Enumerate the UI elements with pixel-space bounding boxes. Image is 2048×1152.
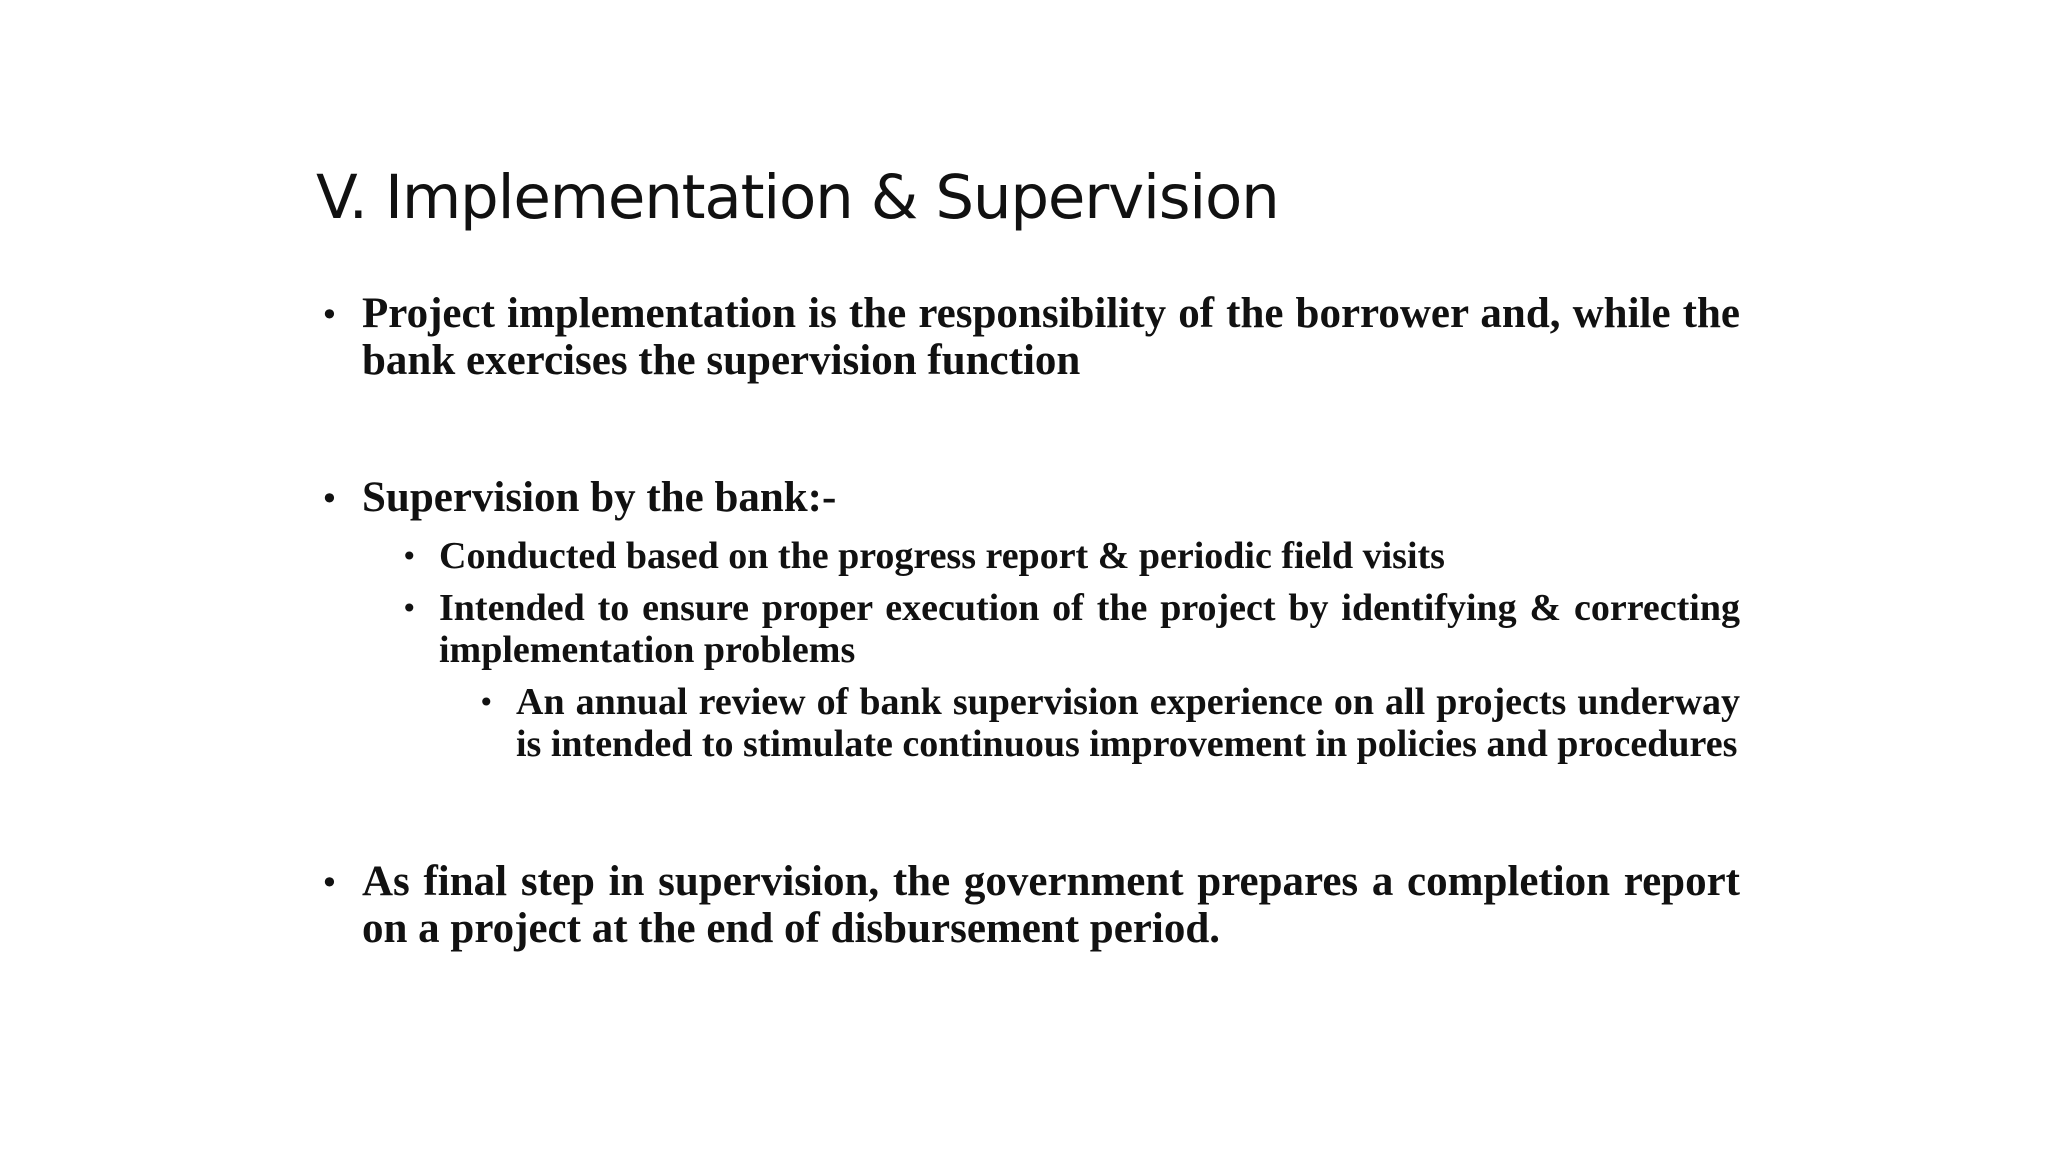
bullet-text: As final step in supervision, the government prepares a completion report on a project at the end of disbursement period. (362, 858, 1740, 952)
bullet-dot-icon: • (320, 480, 339, 518)
sub-bullet-item (401, 535, 1740, 577)
bullet-dot-icon: • (320, 296, 339, 334)
bullet-dot-icon: • (320, 864, 339, 902)
bullet-text: Project implementation is the responsibility of the borrower and, while the bank exercises the supervision function (362, 290, 1740, 384)
bullet-item (320, 858, 1740, 952)
bullet-dot-icon: • (401, 540, 418, 573)
sub-bullet-text: Intended to ensure proper execution of the project by identifying & correcting implementation problems (439, 587, 1740, 671)
bullet-item (320, 290, 1740, 384)
slide-title: V. Implementation & Supervision (316, 162, 1279, 233)
sub-bullet-text: Conducted based on the progress report & periodic field visits (439, 535, 1445, 577)
bullet-dot-icon: • (478, 686, 495, 719)
sub-bullet-item (401, 587, 1740, 671)
bullet-dot-icon: • (401, 592, 418, 625)
bullet-text: Supervision by the bank:- (362, 474, 837, 521)
sub-sub-bullet-text: An annual review of bank supervision experience on all projects underway is intended to stimulate continuous improvement in policies and procedures (516, 681, 1740, 765)
bullet-item (320, 474, 1740, 521)
sub-sub-bullet-item (478, 681, 1740, 765)
slide-body (320, 290, 1740, 952)
